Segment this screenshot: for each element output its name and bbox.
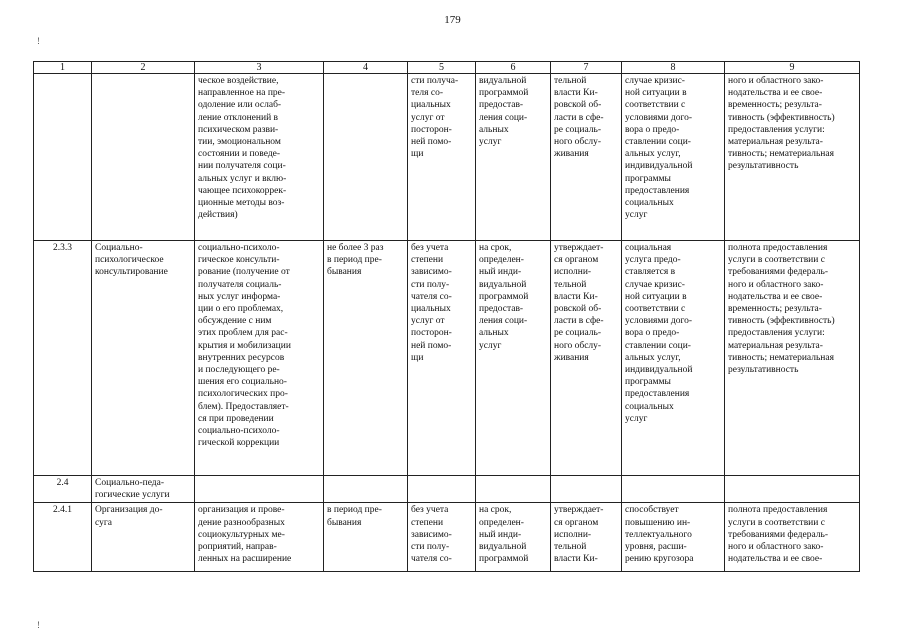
table-cell: [476, 476, 551, 503]
table-cell: полнота предоставления услуги в соответствии с требованиями федераль- ного и областного зако- нодательства и ее свое-: [725, 503, 860, 572]
table-cell: случае кризис- ной ситуации в соответствии с условиями дого- вора о предо- ставлении соци- альных услуг, индивидуальной программы предоставления социальных услуг: [622, 74, 725, 241]
table-cell: [34, 74, 92, 241]
column-number: 4: [324, 62, 408, 74]
table-cell: в период пре- бывания: [324, 503, 408, 572]
table-cell: тельной власти Ки- ровской об- ласти в сфе- ре социаль- ного обслу- живания: [551, 74, 622, 241]
table-cell: сти получа- теля со- циальных услуг от посторон- ней помо- щи: [408, 74, 476, 241]
table-cell: ческое воздействие, направленное на пре- одоление или ослаб- ление отклонений в психическом разви- тии, эмоциональном состоянии и поведе- нии получателя соци- альных услуг и вклю- чающее психокоррек- ционные методы воз- действия): [195, 74, 324, 241]
service-name: Социально- психологическое консультирование: [92, 241, 195, 476]
table-row-continued: [34, 74, 860, 241]
table-cell: без учета степени зависимо- сти полу- чателя со-: [408, 503, 476, 572]
table-cell: полнота предоставления услуги в соответствии с требованиями федераль- ного и областного зако- нодательства и ее свое- временность; результа- тивность (эффективность) предоставления услуги: материальная результа- тивность; нематериальная результативность: [725, 241, 860, 476]
table-cell: [551, 476, 622, 503]
column-number: 6: [476, 62, 551, 74]
row-number: 2.3.3: [34, 241, 92, 476]
table-cell: без учета степени зависимо- сти полу- чателя со- циальных услуг от посторон- ней помо- щи: [408, 241, 476, 476]
column-number: 8: [622, 62, 725, 74]
row-number: 2.4: [34, 476, 92, 503]
column-number-row: [34, 62, 860, 74]
column-number: 2: [92, 62, 195, 74]
table-cell: не более 3 раз в период пре- бывания: [324, 241, 408, 476]
margin-mark-top: !: [37, 36, 40, 46]
table-cell: утверждает- ся органом исполни- тельной власти Ки-: [551, 503, 622, 572]
table-cell: [195, 476, 324, 503]
table-cell: организация и прове- дение разнообразных социокультурных ме- роприятий, направ- ленных на расширение: [195, 503, 324, 572]
table-cell: [324, 476, 408, 503]
table-cell: социально-психоло- гическое консульти- рование (получение от получателя социаль- ных услуг информа- ции о его проблемах, обсуждение с ним этих проблем для рас- крытия и мобилизации внутренних ресурсов и последующего ре- шения его социально- психологических про- блем). Предоставляет- ся при проведении социально-психоло- гической коррекции: [195, 241, 324, 476]
table-cell: социальная услуга предо- ставляется в случае кризис- ной ситуации в соответствии с условиями дого- вора о предо- ставлении соци- альных услуг, индивидуальной программы предоставления социальных услуг: [622, 241, 725, 476]
table-cell: [725, 476, 860, 503]
section-name: Социально-педа- гогические услуги: [92, 476, 195, 503]
table-cell: [622, 476, 725, 503]
row-number: 2.4.1: [34, 503, 92, 572]
column-number: 1: [34, 62, 92, 74]
column-number: 9: [725, 62, 860, 74]
services-table: [33, 61, 860, 572]
table-cell: [92, 74, 195, 241]
table-cell: на срок, определен- ный инди- видуальной программой предостав- ления соци- альных услуг: [476, 241, 551, 476]
table-cell: [324, 74, 408, 241]
table-cell: на срок, определен- ный инди- видуальной программой: [476, 503, 551, 572]
service-name: Организация до- суга: [92, 503, 195, 572]
table-row-2-4: [34, 476, 860, 503]
table-cell: ного и областного зако- нодательства и ее свое- временность; результа- тивность (эффективность) предоставления услуги: материальная результа- тивность; нематериальная результативность: [725, 74, 860, 241]
column-number: 7: [551, 62, 622, 74]
margin-mark-bottom: !: [37, 620, 40, 630]
page-number: 179: [444, 14, 461, 26]
table-cell: утверждает- ся органом исполни- тельной власти Ки- ровской об- ласти в сфе- ре социаль- ного обслу- живания: [551, 241, 622, 476]
column-number: 5: [408, 62, 476, 74]
table-cell: способствует повышению ин- теллектуального уровня, расши- рению кругозора: [622, 503, 725, 572]
table-row-2-3-3: [34, 241, 860, 476]
table-cell: видуальной программой предостав- ления соци- альных услуг: [476, 74, 551, 241]
table-row-2-4-1: [34, 503, 860, 572]
column-number: 3: [195, 62, 324, 74]
table-cell: [408, 476, 476, 503]
